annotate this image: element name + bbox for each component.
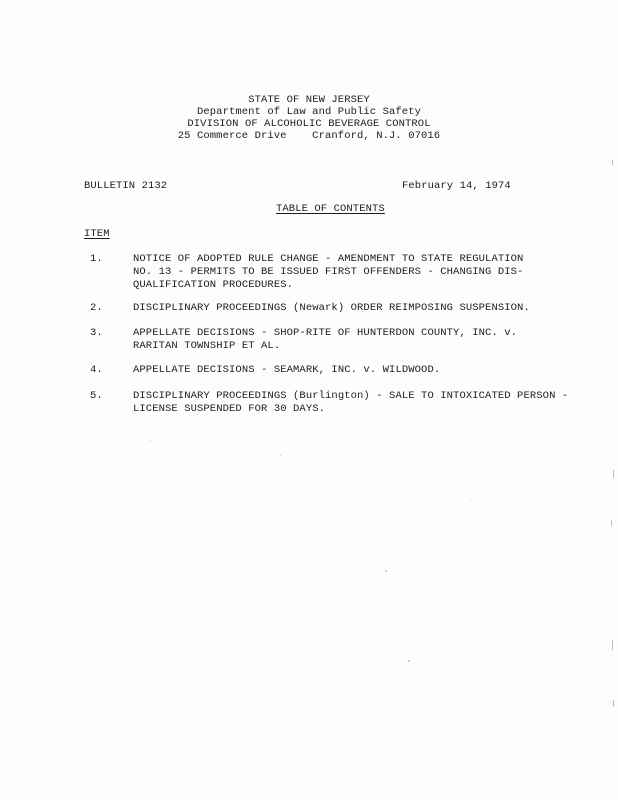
letterhead-address: 25 Commerce Drive Cranford, N.J. 07016 (177, 130, 441, 142)
item-text-line: NO. 13 - PERMITS TO BE ISSUED FIRST OFFENDERS - CHANGING DIS- (133, 266, 524, 278)
scan-speck (470, 500, 471, 501)
scan-speck (613, 700, 614, 707)
item-text-line: RARITAN TOWNSHIP ET AL. (133, 340, 281, 352)
item-column-heading: ITEM (84, 228, 110, 240)
item-number: 2. (90, 302, 103, 314)
item-text-line: APPELLATE DECISIONS - SHOP-RITE OF HUNTERDON COUNTY, INC. v. (133, 327, 518, 339)
scan-speck (611, 520, 612, 526)
toc-heading: TABLE OF CONTENTS (276, 203, 385, 215)
item-number: 3. (90, 327, 103, 339)
scan-speck (613, 470, 614, 478)
letterhead-division: DIVISION OF ALCOHOLIC BEVERAGE CONTROL (187, 118, 431, 130)
bulletin-number: BULLETIN 2132 (84, 180, 168, 192)
item-text-line: DISCIPLINARY PROCEEDINGS (Burlington) - SALE TO INTOXICATED PERSON - (133, 390, 569, 402)
item-number: 5. (90, 390, 103, 402)
item-number: 1. (90, 253, 103, 265)
item-text-line: LICENSE SUSPENDED FOR 30 DAYS. (133, 403, 326, 415)
bulletin-date: February 14, 1974 (402, 180, 511, 192)
letterhead-state: STATE OF NEW JERSEY (248, 94, 370, 106)
scan-speck (280, 455, 281, 456)
scan-speck (385, 570, 387, 572)
scan-speck (612, 160, 613, 165)
scan-speck (612, 640, 613, 650)
letterhead-department: Department of Law and Public Safety (196, 106, 422, 118)
item-number: 4. (90, 364, 103, 376)
item-text-line: APPELLATE DECISIONS - SEAMARK, INC. v. WILDWOOD. (133, 364, 441, 376)
scan-speck (150, 440, 151, 441)
item-text-line: DISCIPLINARY PROCEEDINGS (Newark) ORDER REIMPOSING SUSPENSION. (133, 302, 530, 314)
item-text-line: NOTICE OF ADOPTED RULE CHANGE - AMENDMENT TO STATE REGULATION (133, 253, 524, 265)
item-text-line: QUALIFICATION PROCEDURES. (133, 279, 294, 291)
scan-speck (408, 660, 410, 662)
